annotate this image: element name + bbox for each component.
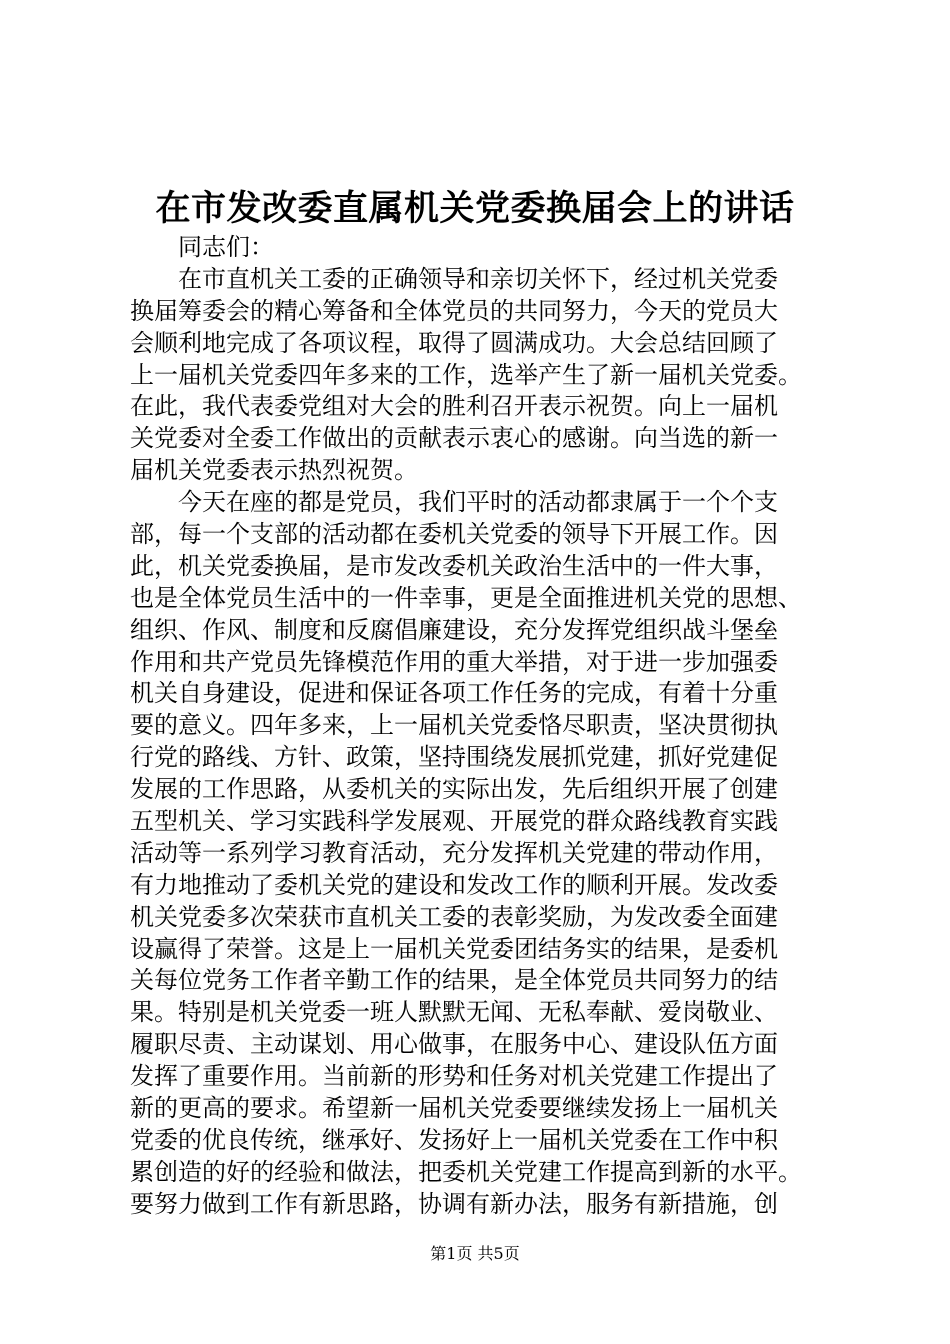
text-line: 机关党委多次荣获市直机关工委的表彰奖励，为发改委全面建 — [130, 902, 778, 931]
text-line: 作用和共产党员先锋模范作用的重大举措，对于进一步加强委 — [130, 647, 778, 676]
text-line: 要的意义。四年多来，上一届机关党委恪尽职责，坚决贯彻执 — [130, 711, 778, 740]
text-line: 五型机关、学习实践科学发展观、开展党的群众路线教育实践 — [130, 807, 778, 836]
text-line: 机关自身建设，促进和保证各项工作任务的完成，有着十分重 — [130, 679, 778, 708]
text-line: 要努力做到工作有新思路，协调有新办法，服务有新措施，创 — [130, 1189, 778, 1218]
text-line: 发挥了重要作用。当前新的形势和任务对机关党建工作提出了 — [130, 1062, 778, 1091]
text-line: 党委的优良传统，继承好、发扬好上一届机关党委在工作中积 — [130, 1125, 778, 1154]
text-line: 果。特别是机关党委一班人默默无闻、无私奉献、爱岗敬业、 — [130, 998, 778, 1027]
text-line: 组织、作风、制度和反腐倡廉建设，充分发挥党组织战斗堡垒 — [130, 615, 778, 644]
text-line: 有力地推动了委机关党的建设和发改工作的顺利开展。发改委 — [130, 870, 778, 899]
document-title: 在市发改委直属机关党委换届会上的讲话 — [155, 188, 795, 229]
page-footer: 第1页 共5页 — [430, 1244, 520, 1263]
text-line: 新的更高的要求。希望新一届机关党委要继续发扬上一届机关 — [130, 1094, 778, 1123]
text-line: 部，每一个支部的活动都在委机关党委的领导下开展工作。因 — [130, 520, 778, 549]
text-line: 上一届机关党委四年多来的工作，选举产生了新一届机关党委。 — [130, 360, 802, 389]
text-line: 在此，我代表委党组对大会的胜利召开表示祝贺。向上一届机 — [130, 392, 778, 421]
salutation: 同志们： — [178, 233, 274, 261]
text-line: 今天在座的都是党员，我们平时的活动都隶属于一个个支 — [178, 488, 778, 517]
text-line: 履职尽责、主动谋划、用心做事，在服务中心、建设队伍方面 — [130, 1030, 778, 1059]
text-line: 此，机关党委换届，是市发改委机关政治生活中的一件大事， — [130, 551, 778, 580]
text-line: 累创造的好的经验和做法，把委机关党建工作提高到新的水平。 — [130, 1157, 802, 1186]
text-line: 也是全体党员生活中的一件幸事，更是全面推进机关党的思想、 — [130, 583, 802, 612]
text-line: 届机关党委表示热烈祝贺。 — [130, 456, 418, 485]
text-line: 关党委对全委工作做出的贡献表示衷心的感谢。向当选的新一 — [130, 424, 778, 453]
text-line: 设赢得了荣誉。这是上一届机关党委团结务实的结果，是委机 — [130, 934, 778, 963]
text-line: 关每位党务工作者辛勤工作的结果，是全体党员共同努力的结 — [130, 966, 778, 995]
text-line: 行党的路线、方针、政策，坚持围绕发展抓党建，抓好党建促 — [130, 743, 778, 772]
text-line: 换届筹委会的精心筹备和全体党员的共同努力，今天的党员大 — [130, 296, 778, 325]
text-line: 在市直机关工委的正确领导和亲切关怀下，经过机关党委 — [178, 264, 778, 293]
body-lines — [130, 264, 850, 1221]
text-line: 会顺利地完成了各项议程，取得了圆满成功。大会总结回顾了 — [130, 328, 778, 357]
text-line: 活动等一系列学习教育活动，充分发挥机关党建的带动作用， — [130, 838, 778, 867]
document-body — [130, 232, 850, 1221]
text-line: 发展的工作思路，从委机关的实际出发，先后组织开展了创建 — [130, 775, 778, 804]
